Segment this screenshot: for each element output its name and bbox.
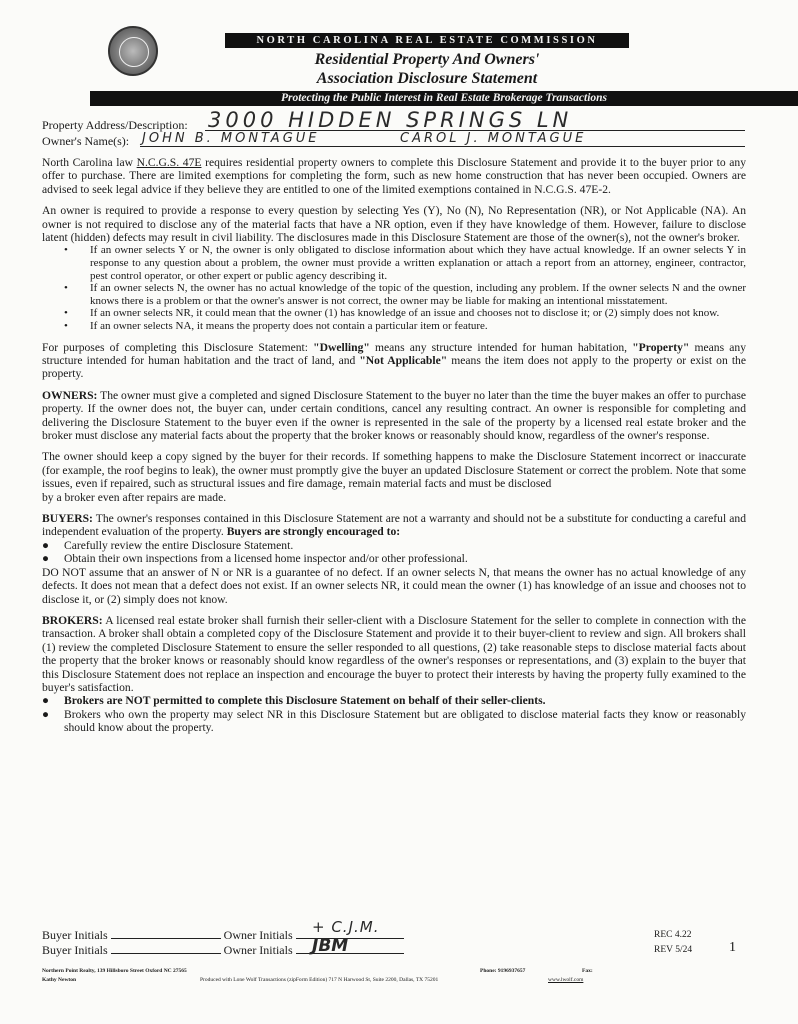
statute-link: N.C.G.S. 47E xyxy=(136,156,202,169)
buyer-initials-field-2[interactable] xyxy=(111,943,221,954)
brokers-section: BROKERS: A licensed real estate broker shall furnish their seller-client with a Disclosure Statement for the seller to complete in connection with the transaction. A broker shall obtain a completed copy of the Disclosure Statement and provide it to their buyer-client to review and sign. All brokers shall (1) review the completed Disclosure Statement to ensure the seller responded to all questions, (2) take reasonable steps to disclose material facts about the property that the broker knows or reasonably should know regardless of the owner's responses or representations, and (3) explain to the buyer that this Disclosure Statement does not replace an inspection and encourage the buyer to protect their interests by having the property fully examined to the buyer's satisfaction. xyxy=(42,613,746,694)
list-item: ● Obtain their own inspections from a licensed home inspector and/or other professional. xyxy=(42,552,468,566)
buyer-initials-label: Buyer Initials xyxy=(42,943,108,957)
definitions-paragraph: For purposes of completing this Disclosure Statement: "Dwelling" means any structure intended for human habitation, "Property" means any structure intended for human habitation and the tract of land, and "Not Applicable" means the item does not apply to the property or exist on the property. xyxy=(42,340,746,381)
buyers-section: BUYERS: The owner's responses contained in this Disclosure Statement are not a warranty and should not be a substitute for conducting a careful and independent evaluation of the property. Buyers are strongly encouraged to: xyxy=(42,512,746,539)
footer-produced: Produced with Lone Wolf Transactions (zipForm Edition) 717 N Harwood St, Suite 2200, Dallas, TX 75201 xyxy=(200,977,439,983)
rec-code: REC 4.22 xyxy=(654,930,692,940)
buyers-paragraph-2: DO NOT assume that an answer of N or NR is a guarantee of no defect. If an owner selects N, that means the owner has no actual knowledge of any defects. It does not mean that a defect does not exist. If an owner selects NR, it could mean the owner (1) has knowledge of an issue and chooses not to disclose it, or (2) simply does not know. xyxy=(42,565,746,606)
intro-paragraph-2: An owner is required to provide a response to every question by selecting Yes (Y), No (N), No Representation (NR), or Not Applicable (NA). An owner is not required to disclose any of the material facts that have a NR option, even if they have knowledge of them. However, failure to disclose latent (hidden) defects may result in civil liability. The disclosures made in this Disclosure Statement are those of the owner(s), not the owner's broker. xyxy=(42,204,746,245)
buyer-initials-label: Buyer Initials xyxy=(42,928,108,942)
form-title-line2: Association Disclosure Statement xyxy=(316,70,538,87)
address-value: 3000 HIDDEN SPRINGS LN xyxy=(208,108,573,132)
list-item: • If an owner selects Y or N, the owner is only obligated to disclose information about which they have actual knowledge. If an owner selects Y in response to any question about a problem, the owner must provide a written explanation or attach a report from an attorney, engineer, contractor, pest control operator, or other expert or public agency describing it. xyxy=(64,244,746,282)
owners-label: Owner's Name(s): xyxy=(42,134,130,148)
footer-office: Northern Point Realty, 139 Hillsboro Street Oxford NC 27565 xyxy=(42,968,187,974)
initials-row-2 xyxy=(42,943,404,958)
owner-initials-signature-2: JBM xyxy=(312,936,349,956)
list-item: ● Carefully review the entire Disclosure Statement. xyxy=(42,538,294,552)
buyer-initials-field-1[interactable] xyxy=(111,928,221,939)
nc-seal-logo xyxy=(108,26,158,76)
owners-row xyxy=(42,134,129,149)
footer-fax: Fax: xyxy=(582,968,593,974)
list-item: • If an owner selects N, the owner has no actual knowledge of the topic of the question, including any problem. If the owner selects N and the owner knows there is a problem or that the owner's answer is not correct, the owner may be liable for making an intentional misstatement. xyxy=(64,282,746,307)
address-label: Property Address/Description: xyxy=(42,118,188,132)
form-title-line1: Residential Property And Owners' xyxy=(314,51,540,68)
list-item: ● Brokers are NOT permitted to complete this Disclosure Statement on behalf of their seller-clients. xyxy=(42,694,546,708)
commission-banner: NORTH CAROLINA REAL ESTATE COMMISSION xyxy=(225,33,629,48)
list-item: • If an owner selects NA, it means the property does not contain a particular item or feature. xyxy=(64,320,488,332)
owner-initials-label: Owner Initials xyxy=(223,943,293,957)
owner2-value: CAROL J. MONTAGUE xyxy=(400,131,587,146)
tagline-banner: Protecting the Public Interest in Real Estate Brokerage Transactions xyxy=(90,91,798,106)
owner-initials-signature-1: + C.J.M. xyxy=(312,918,380,936)
footer-website-link[interactable]: www.lwolf.com xyxy=(548,977,584,983)
list-item: • If an owner selects NR, it could mean that the owner (1) has knowledge of an issue and chooses not to disclose it; or (2) simply does not know. xyxy=(64,307,720,320)
list-item: ● Brokers who own the property may select NR in this Disclosure Statement but are obligated to disclose material facts they know or reasonably should know about the property. xyxy=(42,707,746,735)
disclosure-body xyxy=(42,156,746,735)
owner-initials-label: Owner Initials xyxy=(223,928,293,942)
owners-section: OWNERS: The owner must give a completed and signed Disclosure Statement to the buyer no later than the time the buyer makes an offer to purchase property. If the owner does not, the buyer can, under certain conditions, cancel any resulting contract. An owner is responsible for completing and delivering the Disclosure Statement to the buyer even if the owner is represented in the sale of the property by a licensed real estate broker and the broker must disclose any material facts about the property that the broker knows or reasonably should know, regardless of the owner's response. xyxy=(42,388,746,443)
intro-paragraph-1: North Carolina law N.C.G.S. 47E requires residential property owners to complete this Disclosure Statement and provide it to the buyer prior to any offer to purchase. There are limited exemptions for completing the form, such as new home construction that has never been occupied. Owners are advised to seek legal advice if they believe they are entitled to one of the limited exemptions contained in N.C.G.S. 47E-2. xyxy=(42,156,746,196)
footer-phone: Phone: 9196937657 xyxy=(480,968,526,974)
rev-code: REV 5/24 xyxy=(654,945,693,955)
page-number: 1 xyxy=(729,940,736,955)
owners-paragraph-2: The owner should keep a copy signed by the buyer for their records. If something happens to make the Disclosure Statement incorrect or inaccurate (for example, the roof begins to leak), the owner must promptly give the buyer an updated Disclosure Statement or correct the problem. Note that some issues, even if repaired, such as structural issues and fire damage, remain material facts and must be disclosed by a broker even after repairs are made. xyxy=(42,450,746,504)
footer-agent: Kathy Newton xyxy=(42,977,77,983)
owner1-value: JOHN B. MONTAGUE xyxy=(142,131,320,146)
